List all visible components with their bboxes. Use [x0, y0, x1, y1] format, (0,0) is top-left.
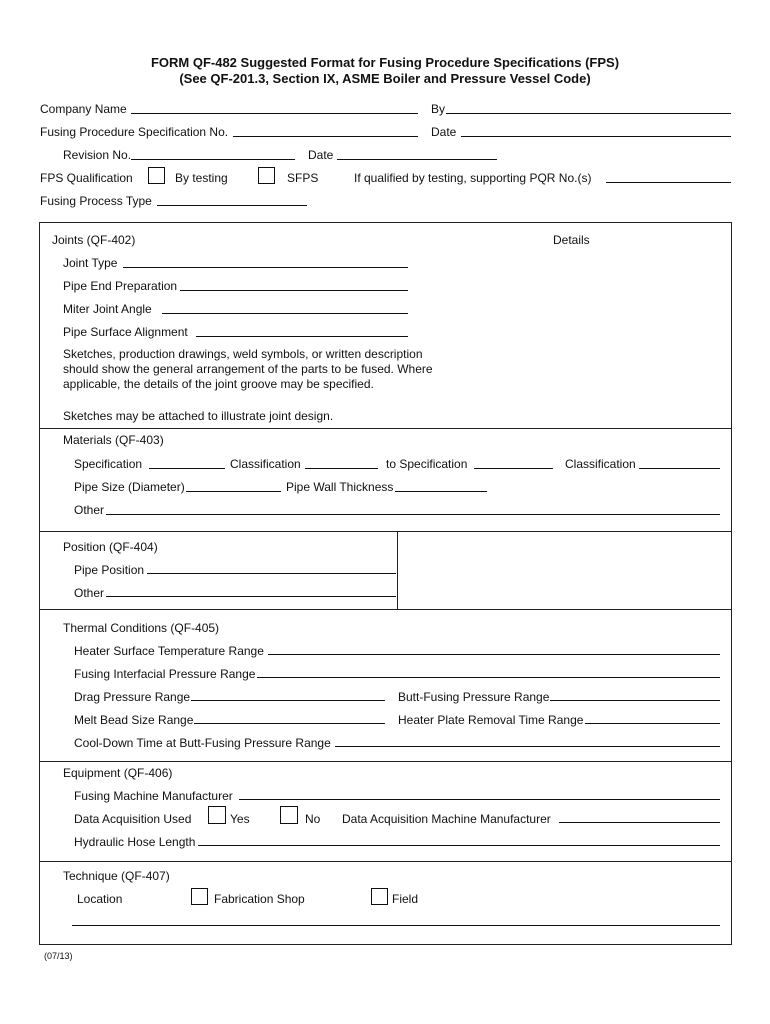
materials-other-field[interactable] [106, 514, 720, 515]
materials-other-label: Other [74, 503, 105, 517]
revision-date-label: Date [308, 148, 334, 162]
position-other-label: Other [74, 586, 105, 600]
materials-divider [39, 428, 731, 429]
equipment-divider [39, 761, 731, 762]
thermal-heading: Thermal Conditions (QF-405) [63, 621, 220, 635]
to-specification-label: to Specification [386, 457, 468, 471]
pipe-end-prep-field[interactable] [180, 290, 408, 291]
form-revision-date: (07/13) [44, 951, 73, 961]
pipe-position-label: Pipe Position [74, 563, 145, 577]
materials-heading: Materials (QF-403) [63, 433, 164, 447]
joints-heading: Joints (QF-402) [52, 233, 136, 247]
daq-no-checkbox[interactable] [280, 806, 298, 824]
classification-field[interactable] [305, 468, 378, 469]
revision-no-field[interactable] [131, 159, 295, 160]
thermal-divider [39, 609, 731, 610]
by-field[interactable] [446, 113, 731, 114]
butt-fusing-pressure-label: Butt-Fusing Pressure Range [398, 690, 550, 704]
technique-heading: Technique (QF-407) [63, 869, 170, 883]
details-heading: Details [553, 233, 590, 247]
sfps-label: SFPS [287, 171, 319, 185]
by-label: By [431, 102, 446, 116]
pipe-position-field[interactable] [147, 573, 396, 574]
daq-manufacturer-field[interactable] [559, 822, 720, 823]
heater-removal-field[interactable] [585, 723, 720, 724]
heater-temp-label: Heater Surface Temperature Range [74, 644, 264, 658]
date-field[interactable] [461, 136, 731, 137]
wall-thickness-label: Pipe Wall Thickness [286, 480, 394, 494]
technique-divider [39, 861, 731, 862]
pqr-label: If qualified by testing, supporting PQR No.(s) [354, 171, 592, 185]
pipe-size-field[interactable] [186, 491, 281, 492]
technique-notes-field[interactable] [72, 925, 720, 926]
daq-yes-checkbox[interactable] [208, 806, 226, 824]
date-label: Date [431, 125, 457, 139]
process-type-label: Fusing Process Type [40, 194, 152, 208]
miter-angle-field[interactable] [162, 313, 408, 314]
butt-fusing-pressure-field[interactable] [550, 700, 720, 701]
fabrication-shop-checkbox[interactable] [191, 888, 208, 905]
location-label: Location [77, 892, 123, 906]
form-subtitle: (See QF-201.3, Section IX, ASME Boiler and Pressure Vessel Code) [179, 71, 591, 86]
drag-pressure-label: Drag Pressure Range [74, 690, 191, 704]
revision-date-field[interactable] [337, 159, 497, 160]
position-divider [39, 531, 731, 532]
daq-manufacturer-label: Data Acquisition Machine Manufacturer [342, 812, 551, 826]
heater-removal-label: Heater Plate Removal Time Range [398, 713, 584, 727]
specification-label: Specification [74, 457, 143, 471]
fps-qualification-label: FPS Qualification [40, 171, 133, 185]
hose-length-label: Hydraulic Hose Length [74, 835, 196, 849]
machine-manufacturer-label: Fusing Machine Manufacturer [74, 789, 233, 803]
field-label: Field [392, 892, 419, 906]
cool-down-label: Cool-Down Time at Butt-Fusing Pressure Range [74, 736, 331, 750]
company-name-label: Company Name [40, 102, 127, 116]
field-checkbox[interactable] [371, 888, 388, 905]
machine-manufacturer-field[interactable] [239, 799, 720, 800]
heater-temp-field[interactable] [268, 654, 720, 655]
sketch-text-line3: applicable, the details of the joint groove may be specified. [63, 377, 374, 391]
wall-thickness-field[interactable] [395, 491, 487, 492]
revision-no-label: Revision No. [63, 148, 132, 162]
fps-no-label: Fusing Procedure Specification No. [40, 125, 229, 139]
cool-down-field[interactable] [335, 746, 720, 747]
joint-type-field[interactable] [123, 267, 408, 268]
equipment-heading: Equipment (QF-406) [63, 766, 173, 780]
joint-type-label: Joint Type [63, 256, 118, 270]
pipe-end-prep-label: Pipe End Preparation [63, 279, 178, 293]
fps-no-field[interactable] [233, 136, 418, 137]
sketch-note: Sketches may be attached to illustrate joint design. [63, 409, 334, 423]
pipe-size-label: Pipe Size (Diameter) [74, 480, 185, 494]
hose-length-field[interactable] [198, 845, 720, 846]
position-other-field[interactable] [106, 596, 396, 597]
classification-label: Classification [230, 457, 301, 471]
sfps-checkbox[interactable] [258, 167, 275, 184]
position-vertical-divider [397, 531, 398, 609]
daq-used-label: Data Acquisition Used [74, 812, 192, 826]
form-title: FORM QF-482 Suggested Format for Fusing Procedure Specifications (FPS) [150, 55, 620, 70]
melt-bead-field[interactable] [194, 723, 385, 724]
by-testing-label: By testing [175, 171, 228, 185]
company-name-field[interactable] [131, 113, 418, 114]
interfacial-pressure-label: Fusing Interfacial Pressure Range [74, 667, 256, 681]
daq-yes-label: Yes [230, 812, 250, 826]
sketch-text-line1: Sketches, production drawings, weld symbols, or written description [63, 347, 423, 361]
drag-pressure-field[interactable] [191, 700, 385, 701]
classification2-field[interactable] [639, 468, 720, 469]
by-testing-checkbox[interactable] [148, 167, 165, 184]
to-specification-field[interactable] [474, 468, 553, 469]
sketch-text-line2: should show the general arrangement of the parts to be fused. Where [63, 362, 433, 376]
position-heading: Position (QF-404) [63, 540, 158, 554]
pqr-field[interactable] [606, 182, 731, 183]
surface-alignment-label: Pipe Surface Alignment [63, 325, 188, 339]
classification2-label: Classification [565, 457, 636, 471]
surface-alignment-field[interactable] [196, 336, 408, 337]
melt-bead-label: Melt Bead Size Range [74, 713, 194, 727]
process-type-field[interactable] [157, 205, 307, 206]
daq-no-label: No [305, 812, 321, 826]
interfacial-pressure-field[interactable] [257, 677, 720, 678]
specification-field[interactable] [149, 468, 225, 469]
fabrication-shop-label: Fabrication Shop [214, 892, 305, 906]
miter-angle-label: Miter Joint Angle [63, 302, 152, 316]
